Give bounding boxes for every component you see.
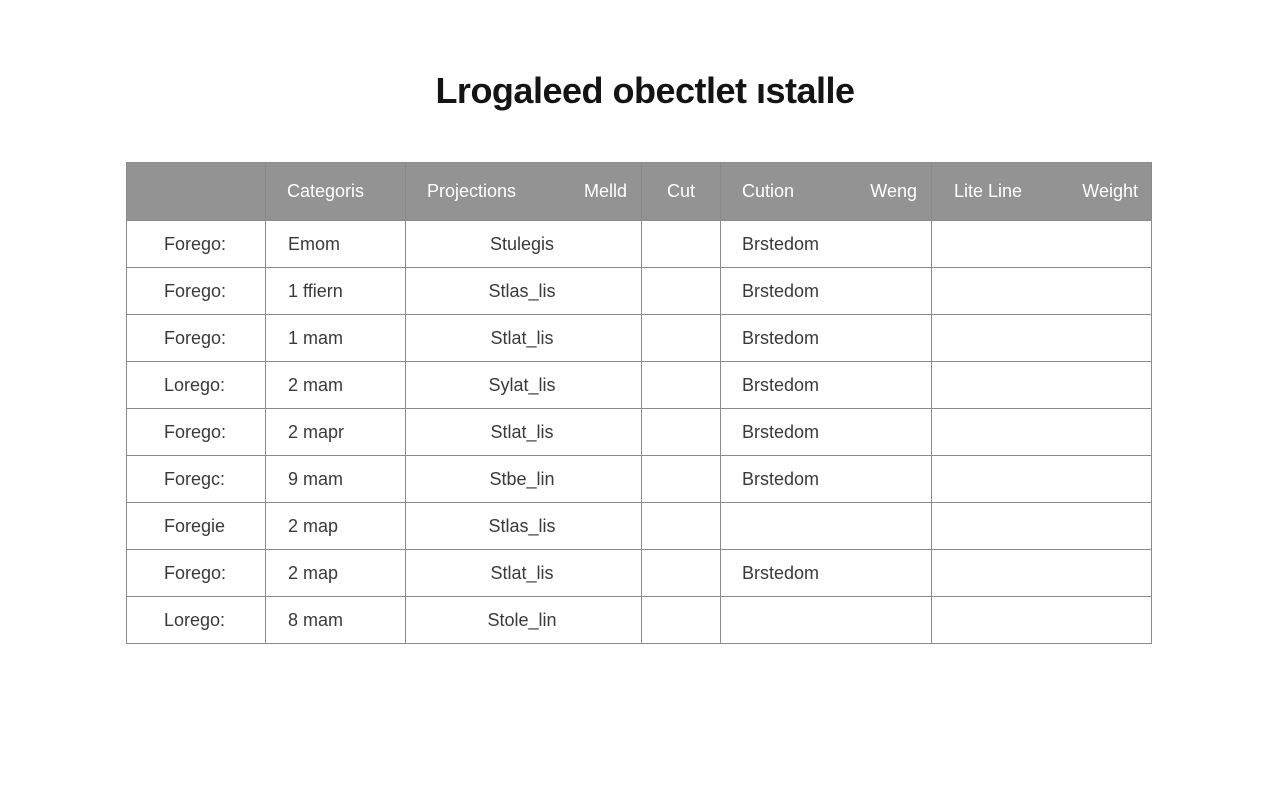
table-cell-c3 [642, 550, 721, 597]
table-row [127, 409, 1152, 456]
table-cell-c5 [932, 597, 1152, 644]
table-cell-c4: Brstedom [721, 221, 932, 268]
header-cution-weng[interactable] [721, 163, 932, 221]
table-cell-c1: 8 mam [266, 597, 406, 644]
table-cell-c0: Forego: [127, 550, 266, 597]
table-cell-c5 [932, 362, 1152, 409]
table-cell-c5 [932, 409, 1152, 456]
table-cell-c1: 9 mam [266, 456, 406, 503]
header-cution: Cution [742, 181, 795, 201]
table-cell-c2: Stbe_lin [406, 456, 642, 503]
table-cell-c4: Brstedom [721, 315, 932, 362]
table-cell-c5 [932, 268, 1152, 315]
table-cell-c0: Forego: [127, 315, 266, 362]
table-cell-c1: 1 mam [266, 315, 406, 362]
table-cell-c4: Brstedom [721, 409, 932, 456]
header-lite-line-weight[interactable] [932, 163, 1152, 221]
table-cell-c3 [642, 503, 721, 550]
header-cut[interactable]: Cut [642, 163, 721, 221]
table-cell-c1: 2 mapr [266, 409, 406, 456]
table-cell-c2: Stlat_lis [406, 315, 642, 362]
table-row [127, 315, 1152, 362]
table-row [127, 268, 1152, 315]
table-cell-c4 [721, 503, 932, 550]
page-title: Lrogaleed obectlet ıstalle [435, 70, 855, 111]
table-cell-c3 [642, 315, 721, 362]
table-cell-c2: Stulegis [406, 221, 642, 268]
table-cell-c2: Stole_lin [406, 597, 642, 644]
table-cell-c1: 2 map [266, 503, 406, 550]
table-cell-c0: Lorego: [127, 362, 266, 409]
table-cell-c5 [932, 221, 1152, 268]
table-row [127, 597, 1152, 644]
table-cell-c3 [642, 221, 721, 268]
header-melld: Melld [583, 181, 627, 201]
table-cell-c4: Brstedom [721, 268, 932, 315]
table-cell-c2: Stlas_lis [406, 503, 642, 550]
table-row [127, 503, 1152, 550]
table-cell-c0: Forego: [127, 221, 266, 268]
table-cell-c1: 2 mam [266, 362, 406, 409]
table-cell-c0: Forego: [127, 268, 266, 315]
table-cell-c1: 2 map [266, 550, 406, 597]
data-table [126, 162, 1152, 644]
header-categories[interactable]: Categoris [266, 163, 406, 221]
table-cell-c1: Emom [266, 221, 406, 268]
table-cell-c0: Foregc: [127, 456, 266, 503]
table-cell-c4: Brstedom [721, 362, 932, 409]
header-projections-melld[interactable] [406, 163, 642, 221]
table-cell-c5 [932, 550, 1152, 597]
table-cell-c3 [642, 362, 721, 409]
table-cell-c0: Forego: [127, 409, 266, 456]
table-cell-c1: 1 ffiern [266, 268, 406, 315]
table-cell-c5 [932, 456, 1152, 503]
table-cell-c5 [932, 503, 1152, 550]
table-cell-c5 [932, 315, 1152, 362]
table-cell-c3 [642, 597, 721, 644]
table-row [127, 456, 1152, 503]
table-cell-c2: Sylat_lis [406, 362, 642, 409]
table-cell-c3 [642, 456, 721, 503]
table-cell-c4: Brstedom [721, 550, 932, 597]
table-cell-c0: Foregie [127, 503, 266, 550]
table-header-row [127, 163, 1152, 221]
table-cell-c3 [642, 268, 721, 315]
table-row [127, 550, 1152, 597]
table-cell-c3 [642, 409, 721, 456]
table-cell-c2: Stlat_lis [406, 409, 642, 456]
table-cell-c0: Lorego: [127, 597, 266, 644]
table-row [127, 221, 1152, 268]
header-cell-empty [127, 163, 266, 221]
table-cell-c2: Stlat_lis [406, 550, 642, 597]
table-cell-c4 [721, 597, 932, 644]
header-weng: Weng [870, 181, 917, 201]
header-weight: Weight [1082, 181, 1138, 201]
table-cell-c4: Brstedom [721, 456, 932, 503]
header-lite-line: Lite Line [954, 181, 1023, 201]
table-cell-c2: Stlas_lis [406, 268, 642, 315]
header-projections: Projections [427, 181, 517, 201]
table-row [127, 362, 1152, 409]
